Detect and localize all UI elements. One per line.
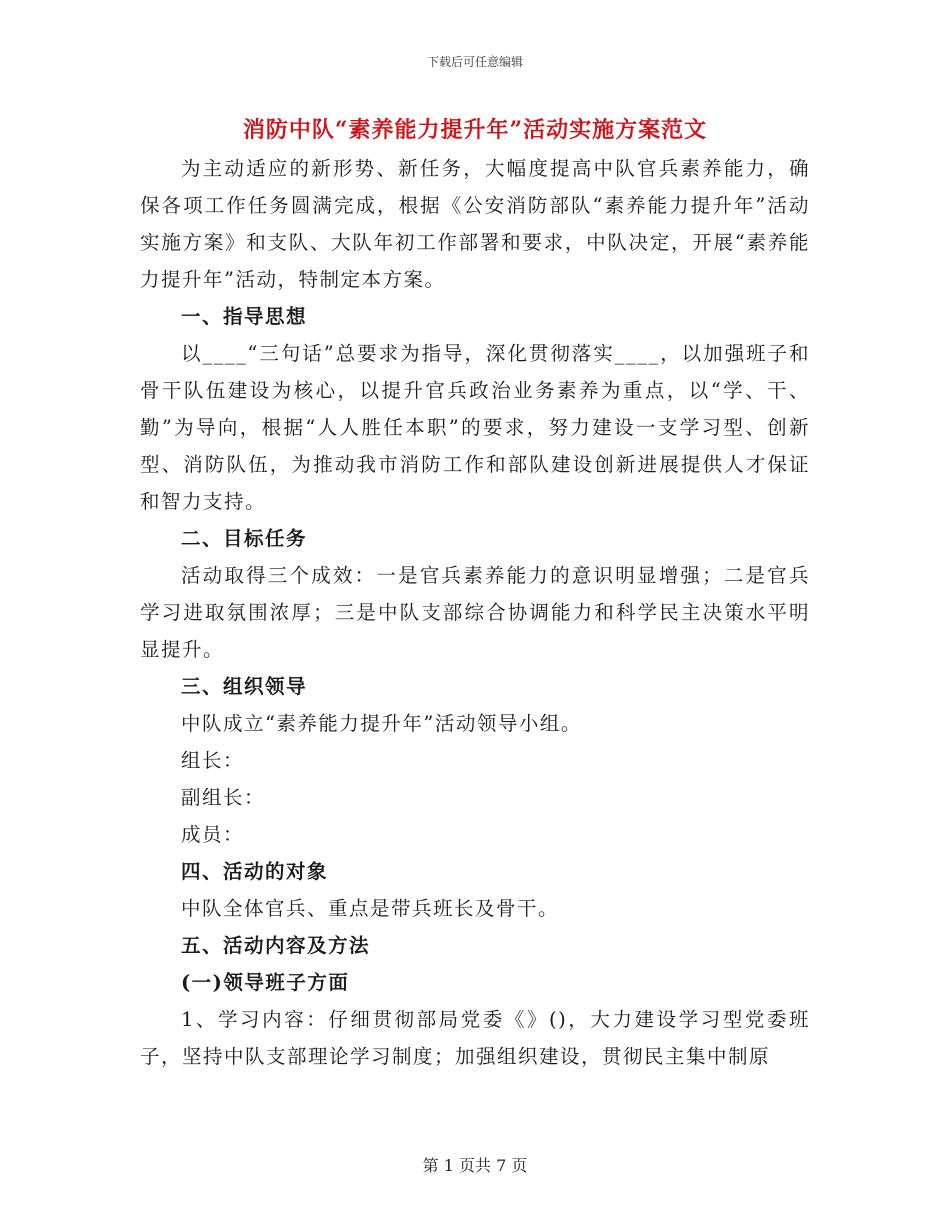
goals-paragraph: 活动取得三个成效：一是官兵素养能力的意识明显增强；二是官兵学习进取氛围浓厚；三是中队支部综合协调能力和科学民主决策水平明显提升。 <box>140 564 810 661</box>
document-title: 消防中队“素养能力提升年”活动实施方案范文 <box>242 117 708 143</box>
leader-line: 组长： <box>180 749 244 772</box>
section-heading-guiding-ideology: 一、指导思想 <box>180 305 307 328</box>
organization-paragraph: 中队成立“素养能力提升年”活动领导小组。 <box>180 712 582 735</box>
section-heading-content-methods: 五、活动内容及方法 <box>180 934 370 957</box>
section-heading-goals: 二、目标任务 <box>180 527 307 550</box>
leadership-study-paragraph: 1、学习内容：仔细贯彻部局党委《》()，大力建设学习型党委班子，坚持中队支部理论学习制度；加强组织建设，贯彻民主集中制原 <box>140 1008 810 1068</box>
subsection-heading-leadership: (一)领导班子方面 <box>180 971 350 994</box>
document-body <box>140 150 810 1075</box>
header-note: 下载后可任意编辑 <box>426 55 523 69</box>
section-heading-target-audience: 四、活动的对象 <box>180 860 328 883</box>
page-footer: 第 1 页共 7 页 <box>422 1156 528 1175</box>
guiding-ideology-paragraph: 以____“三句话”总要求为指导，深化贯彻落实____，以加强班子和骨干队伍建设为核心，以提升官兵政治业务素养为重点，以“学、干、勤”为导向，根据“人人胜任本职”的要求，努力建设一支学习型、创新型、消防队伍，为推动我市消防工作和部队建设创新进展提供人才保证和智力支持。 <box>140 342 810 513</box>
deputy-leader-line: 副组长： <box>180 786 265 809</box>
members-line: 成员： <box>180 823 244 846</box>
section-heading-organization: 三、组织领导 <box>180 675 307 698</box>
target-audience-paragraph: 中队全体官兵、重点是带兵班长及骨干。 <box>180 897 559 920</box>
intro-paragraph: 为主动适应的新形势、新任务，大幅度提高中队官兵素养能力，确保各项工作任务圆满完成，根据《公安消防部队“素养能力提升年”活动实施方案》和支队、大队年初工作部署和要求，中队决定，开展“素养能力提升年”活动，特制定本方案。 <box>140 157 810 291</box>
